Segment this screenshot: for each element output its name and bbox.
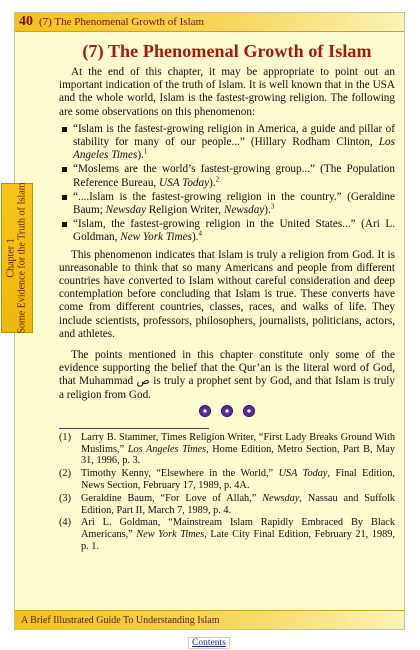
page-number: 40 — [19, 14, 33, 29]
footnote-item: (2) Timothy Kenny, “Elsewhere in the World,” USA Today, Final Edition, News Section, February 17, 1989, p. 4A. — [59, 468, 395, 492]
header-bar — [15, 13, 404, 32]
book-page — [6, 12, 405, 630]
footnote-item: (4) Ari L. Goldman, “Mainstream Islam Rapidly Embraced By Black Americans,” New York Times, Late City Final Edition, February 21, 1989, p. 1. — [59, 517, 395, 553]
running-header-title: (7) The Phenomenal Growth of Islam — [39, 16, 205, 28]
footnote-ref: 4 — [198, 229, 202, 238]
quote-list — [59, 123, 395, 245]
body-paragraph-2: This phenomenon indicates that Islam is truly a religion from God. It is unreasonable to think that so many Americans and people from different countries have converted to Islam without careful consideration and deep contemplation before concluding that Islam is true. These converts have come from different countries, classes, races, and walks of life. They include scientists, professors, philosophers, journalists, politicians, actors, and athletes. — [59, 248, 395, 340]
footnotes — [59, 432, 395, 553]
quote-item: “Islam is the fastest-growing religion in America, a guide and pillar of stability for many of our people...” (Hillary Rodham Clinton, Los Angeles Times).$^1$ — [59, 123, 395, 163]
footnote-item: (3) Geraldine Baum, “For Love of Allah,” Newsday, Nassau and Suffolk Edition, Part II, March 7, 1989, p. 4. — [59, 492, 395, 516]
footnote-ref: 1 — [143, 147, 148, 156]
intro-paragraph: At the end of this chapter, it may be appropriate to point out an important indication of the truth of Islam. It is well known that in the USA and the whole world, Islam is the fastest-growing religion. The following are some observations on this phenomenon: — [59, 66, 395, 118]
ornament-icon — [221, 405, 233, 417]
main-content — [59, 41, 395, 554]
chapter-side-tab — [1, 183, 33, 333]
footnote-ref: 2 — [215, 174, 220, 183]
book-title: A Brief Illustrated Guide To Understanding Islam — [21, 614, 220, 626]
quote-item: “....Islam is the fastest-growing religion in the country.” (Geraldine Baum; Newsday Religion Writer, Newsday).$^3$ — [59, 191, 395, 217]
footnote-ref: 3 — [270, 202, 275, 211]
section-title: (7) The Phenomenal Growth of Islam — [82, 41, 372, 61]
side-tab-line2: Some Evidence for the Truth of Islam — [17, 182, 28, 334]
quote-item: “Moslems are the world’s fastest-growing group...” (The Population Reference Bureau, USA Today).$^2$ — [59, 163, 395, 189]
side-tab-line1: Chapter 1 — [6, 238, 17, 278]
footnote-divider — [59, 428, 209, 429]
body-paragraph-3: The points mentioned in this chapter constitute only some of the evidence supporting the belief that the Qur’an is the literal word of God, that Muhammad ص is truly a prophet sent by God, and that Islam is truly a religion from God. — [59, 349, 395, 401]
side-tab-text — [6, 182, 28, 333]
ornament-icon — [199, 405, 211, 417]
section-ornaments — [59, 404, 395, 422]
contents-link[interactable]: Contents — [188, 637, 230, 649]
ornament-icon — [243, 405, 255, 417]
footer-bar — [15, 610, 404, 629]
footnote-item: (1) Larry B. Stammer, Times Religion Writer, “First Lady Breaks Ground With Muslims,” Los Angeles Times, Home Edition, Metro Section, Part B, May 31, 1996, p. 3. — [59, 431, 395, 467]
quote-item: “Islam, the fastest-growing religion in the United States...” (Ari L. Goldman, New York Times).$^4$ — [59, 218, 395, 244]
